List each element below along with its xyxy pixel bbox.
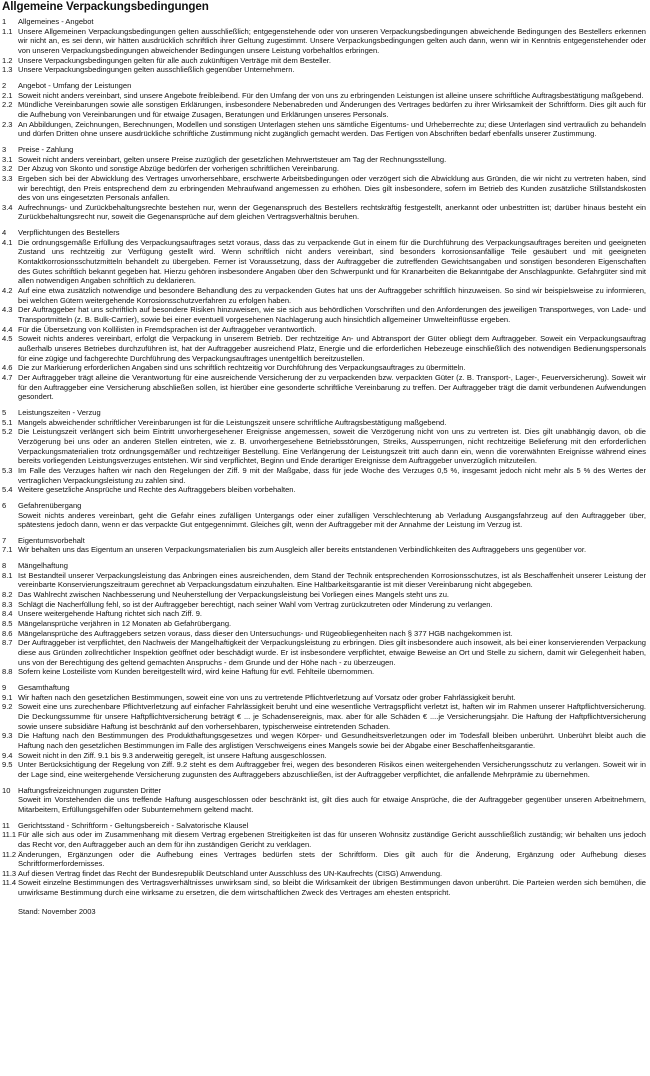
- clause-number: 4.3: [2, 305, 13, 315]
- clause-text: Wir behalten uns das Eigentum an unseren Verpackungsmaterialien bis zum Ausgleich aller bereits entstandenen Verbindlichkeiten des Auftraggebers uns gegenüber vor.: [18, 545, 587, 555]
- clause-text: Soweit eine uns zurechenbare Pflichtverletzung auf einfacher Fahrlässigkeit beruht und eine wesentliche Vertragspflicht verletzt ist, haften wir im Rahmen unserer Haftpflichtversicherung. Die Deckungssumme für unsere Haftpflichtversicherung beträgt € ... je Schadensereignis, max. aber für alle Schäden € ....je Versicherungsjahr. Die Haftung der Haftpflichtversicherung sowie unsere subsidiäre Haftung ist beschränkt auf den vorhersehbaren, typischerweise eintretenden Schaden.: [18, 702, 646, 731]
- clause-item: [2, 164, 646, 174]
- section-paragraph: Soweit nichts anderes vereinbart, geht die Gefahr eines zufälligen Untergangs oder einer zufälligen Verschlechterung ab Verladung Ausgangsfahrzeug auf den Auftraggeber über, spätestens jedoch dann, wenn er das verpackte Gut entgegennimmt. Gleiches gilt, wenn der Auftraggeber mit der Annahme der Leistung im Verzug ist.: [18, 510, 646, 530]
- clause-item: [2, 286, 646, 305]
- section-2: [2, 81, 646, 139]
- section-heading: [2, 821, 646, 831]
- clause-number: 4.7: [2, 372, 13, 382]
- clause-text: Soweit nichts anderes vereinbart, erfolgt die Verpackung in unserem Betrieb. Der rechtzeitige An- und Abtransport der Güter obliegt dem Auftraggeber. Soweit ein Verpackungsauftrag außerhalb unseres Betriebes durchzuführen ist, hat der Auftraggeber ausreichend Platz, Energie und die erforderlichen Hebezeuge einschließlich des notwendigen Bedienungspersonals für eine zügige und fachgerechte Durchführung des Verpackungsauftrages unentgeltlich bereitzustellen.: [18, 334, 646, 363]
- clause-item: [2, 830, 646, 849]
- section-title: Allgemeines - Angebot: [18, 17, 94, 26]
- clause-number: 5.3: [2, 465, 13, 475]
- clause-text: Der Auftraggeber trägt alleine die Verantwortung für eine ausreichende Versicherung der zu verpackenden bzw. verpackten Güter (z. B. Transport-, Lager-, Feuerversicherung). Soweit wir für den Auftraggeber eine Versicherung abschließen sollen, ist hierüber eine gesonderte schriftliche Vereinbarung zu treffen. Der Auftraggeber trägt die damit verbundenen Aufwendungen gesondert.: [18, 372, 646, 402]
- section-title: Leistungszeiten - Verzug: [18, 407, 101, 417]
- clause-text: Auf diesen Vertrag findet das Recht der Bundesrepublik Deutschland unter Ausschluss des UN-Kaufrechts (CISG) Anwendung.: [18, 868, 443, 878]
- clause-text: Mängelansprüche verjähren in 12 Monaten ab Gefahrübergang.: [18, 619, 232, 629]
- clause-number: 7.1: [2, 545, 13, 555]
- clause-item: [2, 56, 646, 66]
- section-number: 10: [2, 785, 11, 795]
- section-paragraph: Soweit im Vorstehenden die uns treffende Haftung ausgeschlossen oder beschränkt ist, gilt dies auch für etwaige Ansprüche, die der Auftraggeber gegenüber unseren Arbeitnehmern, Mitarbeitern, Erfüllungsgehilfen oder Subunternehmern geltend macht.: [18, 795, 646, 814]
- clause-text: Unsere weitergehende Haftung richtet sich nach Ziff. 9.: [18, 609, 203, 619]
- clause-number: 8.4: [2, 609, 13, 619]
- clause-number: 11.2: [2, 849, 17, 859]
- clause-number: 3.2: [2, 164, 13, 174]
- section-number: 9: [2, 683, 7, 692]
- clause-item: [2, 427, 646, 466]
- clause-number: 8.8: [2, 667, 13, 677]
- clause-number: 9.3: [2, 731, 13, 741]
- clause-text: Wir haften nach den gesetzlichen Bestimmungen, soweit eine von uns zu vertretende Pflichtverletzung auf Vorsatz oder grober Fahrlässigkeit beruht.: [18, 692, 516, 702]
- section-title: Gerichtsstand - Schriftform - Geltungsbereich - Salvatorische Klausel: [18, 820, 249, 830]
- sections-container: [2, 17, 646, 898]
- section-5: [2, 408, 646, 495]
- section-title: Angebot - Umfang der Leistungen: [18, 80, 132, 90]
- clause-text: Ergeben sich bei der Abwicklung des Vertrages unvorhersehbare, erschwerte Arbeitsbedingungen oder verzögert sich die Abwicklung aus Gründen, die wir nicht zu vertreten haben, sind wir berechtigt, den Preis entsprechend dem zu erbringenden Mehraufwand angemessen zu erhöhen. Dies gilt insbesondere, sofern im Betrieb des Kunden zusätzliche Stillstandskosten des von uns eingesetzten Personals anfallen.: [18, 173, 646, 203]
- clause-number: 3.3: [2, 173, 13, 183]
- section-heading: [2, 228, 646, 238]
- clause-number: 9.1: [2, 692, 13, 702]
- section-3: [2, 145, 646, 222]
- section-number: 8: [2, 561, 7, 571]
- clause-number: 4.2: [2, 286, 13, 296]
- section-7: [2, 536, 646, 555]
- document-title: Allgemeine Verpackungsbedingungen: [2, 0, 209, 13]
- clause-text: Die Haftung nach den Bestimmungen des Produkthaftungsgesetzes und wegen Körper- und Gesundheitsverletzungen oder im Todesfall bleiben unberührt. Unberührt bleibt auch die Haftung nach den gesetzlichen Bestimmungen im Falle des arglistigen Verschweigens eines Mangels sowie bei der Abgabe einer Beschaffenheitsgarantie.: [18, 731, 646, 750]
- clause-number: 4.6: [2, 363, 13, 373]
- section-number: 4: [2, 228, 7, 238]
- clause-text: Unsere Allgemeinen Verpackungsbedingungen gelten ausschließlich; entgegenstehende oder von unseren Verpackungsbedingungen abweichende Bedingungen des Bestellers erkennen wir nicht an, es sei denn, wir hätten ausdrücklich schriftlich ihrer Geltung zugestimmt. Unsere Verpackungsbedingungen gelten auch dann, wenn wir in Kenntnis entgegenstehender oder von unseren Verpackungsbedingungen abweichender Bedingungen unsere Leistung vorbehaltlos erbringen.: [18, 26, 646, 55]
- clause-number: 1.1: [2, 26, 13, 36]
- section-heading: [2, 561, 646, 571]
- section-number: 2: [2, 80, 7, 90]
- clause-item: [2, 760, 646, 779]
- clause-item: [2, 609, 646, 619]
- clause-number: 9.2: [2, 702, 13, 712]
- section-number: 7: [2, 535, 7, 545]
- section-title: Verpflichtungen des Bestellers: [18, 228, 120, 238]
- clause-item: [2, 65, 646, 75]
- clause-number: 3.1: [2, 154, 13, 164]
- clause-text: Unter Berücksichtigung der Regelung von Ziff. 9.2 steht es dem Auftraggeber frei, wegen des besonderen Risikos einen weitergehenden Versicherungsschutz zu verlangen. Soweit wir in der Lage sind, eine weitergehende Versicherung zugunsten des Auftraggebers abzuschließen, ist der Auftraggeber verpflichtet, die anfallende Mehrprämie zu übernehmen.: [18, 760, 646, 779]
- clause-item: [2, 619, 646, 629]
- clause-text: Änderungen, Ergänzungen oder die Aufhebung eines Vertrages bedürfen stets der Schriftform. Dies gilt auch für die Änderung, Ergänzung oder Aufhebung dieses Schriftformerfordernisses.: [18, 849, 646, 869]
- section-11: [2, 821, 646, 898]
- clause-text: Mangels abweichender schriftlicher Vereinbarungen ist für die Leistungszeit unsere schriftliche Auftragsbestätigung maßgebend.: [18, 417, 447, 427]
- clause-text: Unsere Verpackungsbedingungen gelten ausschließlich gegenüber Unternehmern.: [18, 65, 295, 75]
- clause-text: Schlägt die Nacherfüllung fehl, so ist der Auftraggeber berechtigt, nach seiner Wahl vom Vertrag zurückzutreten oder Minderung zu verlangen.: [18, 599, 493, 609]
- clause-item: [2, 590, 646, 600]
- section-title: Eigentumsvorbehalt: [18, 535, 85, 545]
- clause-item: [2, 174, 646, 203]
- section-heading: [2, 501, 646, 511]
- section-1: [2, 17, 646, 75]
- section-heading: [2, 81, 646, 91]
- clause-text: Das Wahlrecht zwischen Nachbesserung und Neuherstellung der Verpackungsleistung bei Vorliegen eines Mangels steht uns zu.: [18, 590, 449, 600]
- section-title: Haftungsfreizeichnungen zugunsten Dritter: [18, 785, 162, 795]
- section-number: 5: [2, 407, 7, 417]
- section-number: 1: [2, 17, 7, 26]
- clause-text: Die Leistungszeit verlängert sich beim Eintritt unvorhergesehener Ereignisse angemessen, soweit die Verzögerung nicht von uns zu vertreten ist. Dies gilt unabhängig davon, ob die Verzögerung bei uns oder an anderen Stellen eintreten, wie z. B. unvorhergesehene Betriebsstörungen, Streiks, Aussperrungen, nicht rechtzeitige Belieferung mit den erforderlichen Verpackungsmaterialien trotz ordnungsgemäßer und rechtzeitiger Bestellung. Eine Verlängerung der Leistungszeit tritt auch dann ein, wenn die vorerwähnten Ereignisse während eines bereits vorliegenden Leistungsverzuges entstehen. Wir sind verpflichtet, Beginn und Ende derartiger Ereignisse dem Auftraggeber unverzüglich mitzuteilen.: [18, 427, 646, 466]
- section-number: 6: [2, 500, 7, 510]
- clause-item: [2, 203, 646, 222]
- clause-text: Für die Übersetzung von Kollilisten in Fremdsprachen ist der Auftraggeber verantwortlich.: [18, 324, 317, 334]
- clause-item: [2, 363, 646, 373]
- clause-item: [2, 731, 646, 750]
- section-title: Preise - Zahlung: [18, 144, 74, 154]
- section-10: [2, 786, 646, 815]
- clause-number: 8.1: [2, 570, 13, 580]
- clause-item: [2, 869, 646, 879]
- clause-number: 5.4: [2, 485, 13, 495]
- section-title: Gesamthaftung: [18, 683, 70, 692]
- clause-number: 5.1: [2, 417, 13, 427]
- clause-number: 2.1: [2, 90, 13, 100]
- clause-text: Der Auftraggeber hat uns schriftlich auf besondere Risiken hinzuweisen, wie sie sich aus behördlichen Vorschriften und den Anforderungen des jeweiligen Transportweges, von Lade- und Transportmitteln (z. B. Bulk-Carrier), sowie bei einer eventuell vorgesehenen Nachlagerung auch hinsichtlich allgemeiner Umwelteinflüsse ergeben.: [18, 305, 646, 325]
- section-title: Mängelhaftung: [18, 561, 68, 571]
- clause-number: 8.2: [2, 590, 13, 600]
- clause-item: [2, 418, 646, 428]
- clause-item: [2, 850, 646, 869]
- section-9: [2, 683, 646, 780]
- clause-number: 11.3: [2, 868, 17, 878]
- clause-text: Aufrechnungs- und Zurückbehaltungsrechte bestehen nur, wenn der Gegenanspruch des Bestellers rechtskräftig festgestellt, anerkannt oder unbestritten ist; darüber hinaus besteht ein Zurückbehaltungsrecht nur, soweit die Gegenansprüche auf dem gleichen Vertragsverhältnis beruhen.: [18, 202, 646, 222]
- section-number: 11: [2, 820, 10, 830]
- section-heading: [2, 145, 646, 155]
- clause-item: [2, 702, 646, 731]
- clause-number: 11.1: [2, 830, 17, 840]
- clause-number: 8.7: [2, 638, 13, 648]
- clause-text: Die zur Markierung erforderlichen Angaben sind uns schriftlich rechtzeitig vor Durchführung des Verpackungsauftrages zu übermitteln.: [18, 363, 466, 373]
- clause-text: Mängelansprüche des Auftraggebers setzen voraus, dass dieser den Untersuchungs- und Rügeobliegenheiten nach § 377 HGB nachgekommen ist.: [18, 628, 513, 638]
- clause-item: [2, 600, 646, 610]
- clause-text: Die ordnungsgemäße Erfüllung des Verpackungsauftrages setzt voraus, dass das zu verpackende Gut in einem für die Durchführung des Verpackungsauftrages bereiten und geeigneten Zustand uns rechtzeitig zur Verfügung gestellt wird. Wenn schriftlich nicht anders vereinbart, sind besonders korrosionsanfällige Teile gesäubert und mit geeigneten Kontaktkorrosionsschutzmitteln behandelt zu übergeben. Ferner ist Voraussetzung, dass der Auftraggeber die zutreffenden Gewichtsangaben und sonstigen besonderen Eigenschaften des Gutes schriftlich bekannt gegeben hat. Hierzu gehören insbesondere Angaben über den Schwerpunkt und für Kranarbeiten die Bekanntgabe der Anschlagpunkte. Gefahrgüter sind mit allen notwendigen Angaben schriftlich zu deklarieren.: [18, 237, 646, 286]
- clause-item: [2, 305, 646, 324]
- clause-item: [2, 325, 646, 335]
- clause-text: Im Falle des Verzuges haften wir nach den Regelungen der Ziff. 9 mit der Maßgabe, dass für jede Woche des Verzuges 0,5 %, insgesamt jedoch nicht mehr als 5 % des Wertes der vertraglichen Verpackungsleistung zu zahlen sind.: [18, 465, 646, 485]
- clause-text: Für alle sich aus oder im Zusammenhang mit diesem Vertrag ergebenen Streitigkeiten ist das für unseren Wohnsitz zuständige Gericht ausschließlich zuständig; wir behalten uns jedoch das Recht vor, den Auftraggeber auch an dem für ihn zuständigen Gericht zu verklagen.: [18, 830, 646, 849]
- section-title: Gefahrenübergang: [18, 500, 82, 510]
- clause-number: 9.5: [2, 760, 13, 770]
- clause-number: 4.5: [2, 334, 13, 344]
- clause-item: [2, 27, 646, 56]
- clause-item: [2, 155, 646, 165]
- section-number: 3: [2, 144, 7, 154]
- clause-item: [2, 91, 646, 101]
- clause-item: [2, 878, 646, 897]
- clause-number: 8.3: [2, 599, 13, 609]
- clause-text: Soweit nicht anders vereinbart, sind unsere Angebote freibleibend. Für den Umfang der von uns zu erbringenden Leistungen ist alleine unsere schriftliche Auftragsbestätigung maßgebend.: [18, 90, 644, 100]
- clause-text: Sofern keine Losteiliste vom Kunden bereitgestellt wird, wird keine Haftung für evtl. Fehlteile übernommen.: [18, 667, 375, 677]
- clause-number: 3.4: [2, 202, 13, 212]
- clause-number: 9.4: [2, 750, 13, 760]
- clause-number: 2.3: [2, 119, 13, 129]
- clause-text: Soweit nicht anders vereinbart, gelten unsere Preise zuzüglich der gesetzlichen Mehrwertsteuer am Tag der Rechnungsstellung.: [18, 154, 447, 164]
- clause-item: [2, 571, 646, 590]
- clause-text: Weitere gesetzliche Ansprüche und Rechte des Auftraggebers bleiben vorbehalten.: [18, 485, 296, 495]
- clause-text: Auf eine etwa zusätzlich notwendige und besondere Behandlung des zu verpackenden Gutes hat uns der Auftraggeber schriftlich hinzuweisen. So sind wir beispielsweise zu informieren, bei welchen Gütern weitergehende Korrosionsschutzverfahren zu erfolgen haben.: [18, 286, 646, 305]
- clause-item: [2, 693, 646, 703]
- clause-number: 8.5: [2, 619, 13, 629]
- section-heading: [2, 17, 646, 27]
- document-date: Stand: November 2003: [18, 906, 96, 916]
- section-heading: [2, 408, 646, 418]
- clause-item: [2, 466, 646, 485]
- clause-item: [2, 100, 646, 119]
- clause-item: [2, 751, 646, 761]
- clause-item: [2, 120, 646, 139]
- clause-item: [2, 629, 646, 639]
- clause-text: Ist Bestandteil unserer Verpackungsleistung das Anbringen eines ausreichenden, dem Stand der Technik entsprechenden Korrosionsschutzes, ist als Beschaffenheit unserer Leistung der vereinbarte Konservierungszeitraum gerechnet ab Verpackungsdatum einzuhalten. Eine Haltbarkeitsgarantie ist mit dieser Vereinbarung nicht abgegeben.: [18, 570, 646, 590]
- clause-item: [2, 667, 646, 677]
- clause-number: 5.2: [2, 427, 13, 437]
- clause-text: Unsere Verpackungsbedingungen gelten für alle auch zukünftigen Verträge mit dem Besteller.: [18, 55, 331, 65]
- section-heading: [2, 786, 646, 796]
- clause-item: [2, 373, 646, 402]
- clause-text: Der Abzug von Skonto und sonstige Abzüge bedürfen der vorherigen schriftlichen Vereinbarung.: [18, 164, 339, 174]
- clause-item: [2, 545, 646, 555]
- clause-item: [2, 485, 646, 495]
- clause-number: 2.2: [2, 100, 13, 110]
- clause-number: 1.2: [2, 55, 13, 65]
- section-4: [2, 228, 646, 402]
- clause-number: 4.1: [2, 237, 13, 247]
- section-heading: [2, 683, 646, 693]
- clause-item: [2, 334, 646, 363]
- clause-text: An Abbildungen, Zeichnungen, Berechnungen, Modellen und sonstigen Unterlagen stehen uns sämtliche Eigentums- und Urheberrechte zu; diese Unterlagen sind vertraulich zu behandeln und dürfen Dritten ohne unsere ausdrückliche schriftliche Zustimmung nicht zugänglich gemacht werden. Das Fertigen von Abschriften bedarf ebenfalls unserer Zustimmung.: [18, 119, 646, 139]
- clause-text: Soweit einzelne Bestimmungen des Vertragsverhältnisses unwirksam sind, so bleibt die Wirksamkeit der übrigen Bestimmungen davon unberührt. Die Parteien werden sich bemühen, die unwirksame Bestimmung durch eine wirksame zu ersetzen, die dem wirtschaftlichen Zweck des Vertrages am ehesten entspricht.: [18, 878, 646, 898]
- clause-item: [2, 238, 646, 286]
- section-heading: [2, 536, 646, 546]
- clause-item: [2, 638, 646, 667]
- clause-text: Mündliche Vereinbarungen sowie alle sonstigen Erklärungen, insbesondere Nebenabreden und Änderungen des Vertrages bedürfen zu ihrer Wirksamkeit der Schriftform. Dies gilt auch für die Aufhebung von Vereinbarungen und für etwaige Zusagen, Beratungen und Erklärungen unseres Personals.: [18, 100, 646, 119]
- section-8: [2, 561, 646, 677]
- clause-number: 1.3: [2, 65, 13, 75]
- clause-text: Der Auftraggeber ist verpflichtet, den Nachweis der Mangelhaftigkeit der Verpackungsleistung zu erbringen. Dies gilt insbesondere auch insoweit, als bei einer konservierenden Verpackung diese aus Gründen zollrechtlicher Inspektion geöffnet oder beschädigt wurde. Er ist insbesondere verpflichtet, etwaige Beweise an Ort und Stelle zu sichern, damit wir Gelegenheit haben, uns von der Berechtigung des geltend gemachten Anspruchs - dem Grunde und der Höhe nach - zu überzeugen.: [18, 638, 646, 667]
- clause-text: Soweit nicht in den Ziff. 9.1 bis 9.3 anderweitig geregelt, ist unsere Haftung ausgeschlossen.: [18, 750, 327, 760]
- clause-number: 8.6: [2, 628, 13, 638]
- clause-number: 11.4: [2, 878, 17, 888]
- section-6: [2, 501, 646, 530]
- clause-number: 4.4: [2, 324, 13, 334]
